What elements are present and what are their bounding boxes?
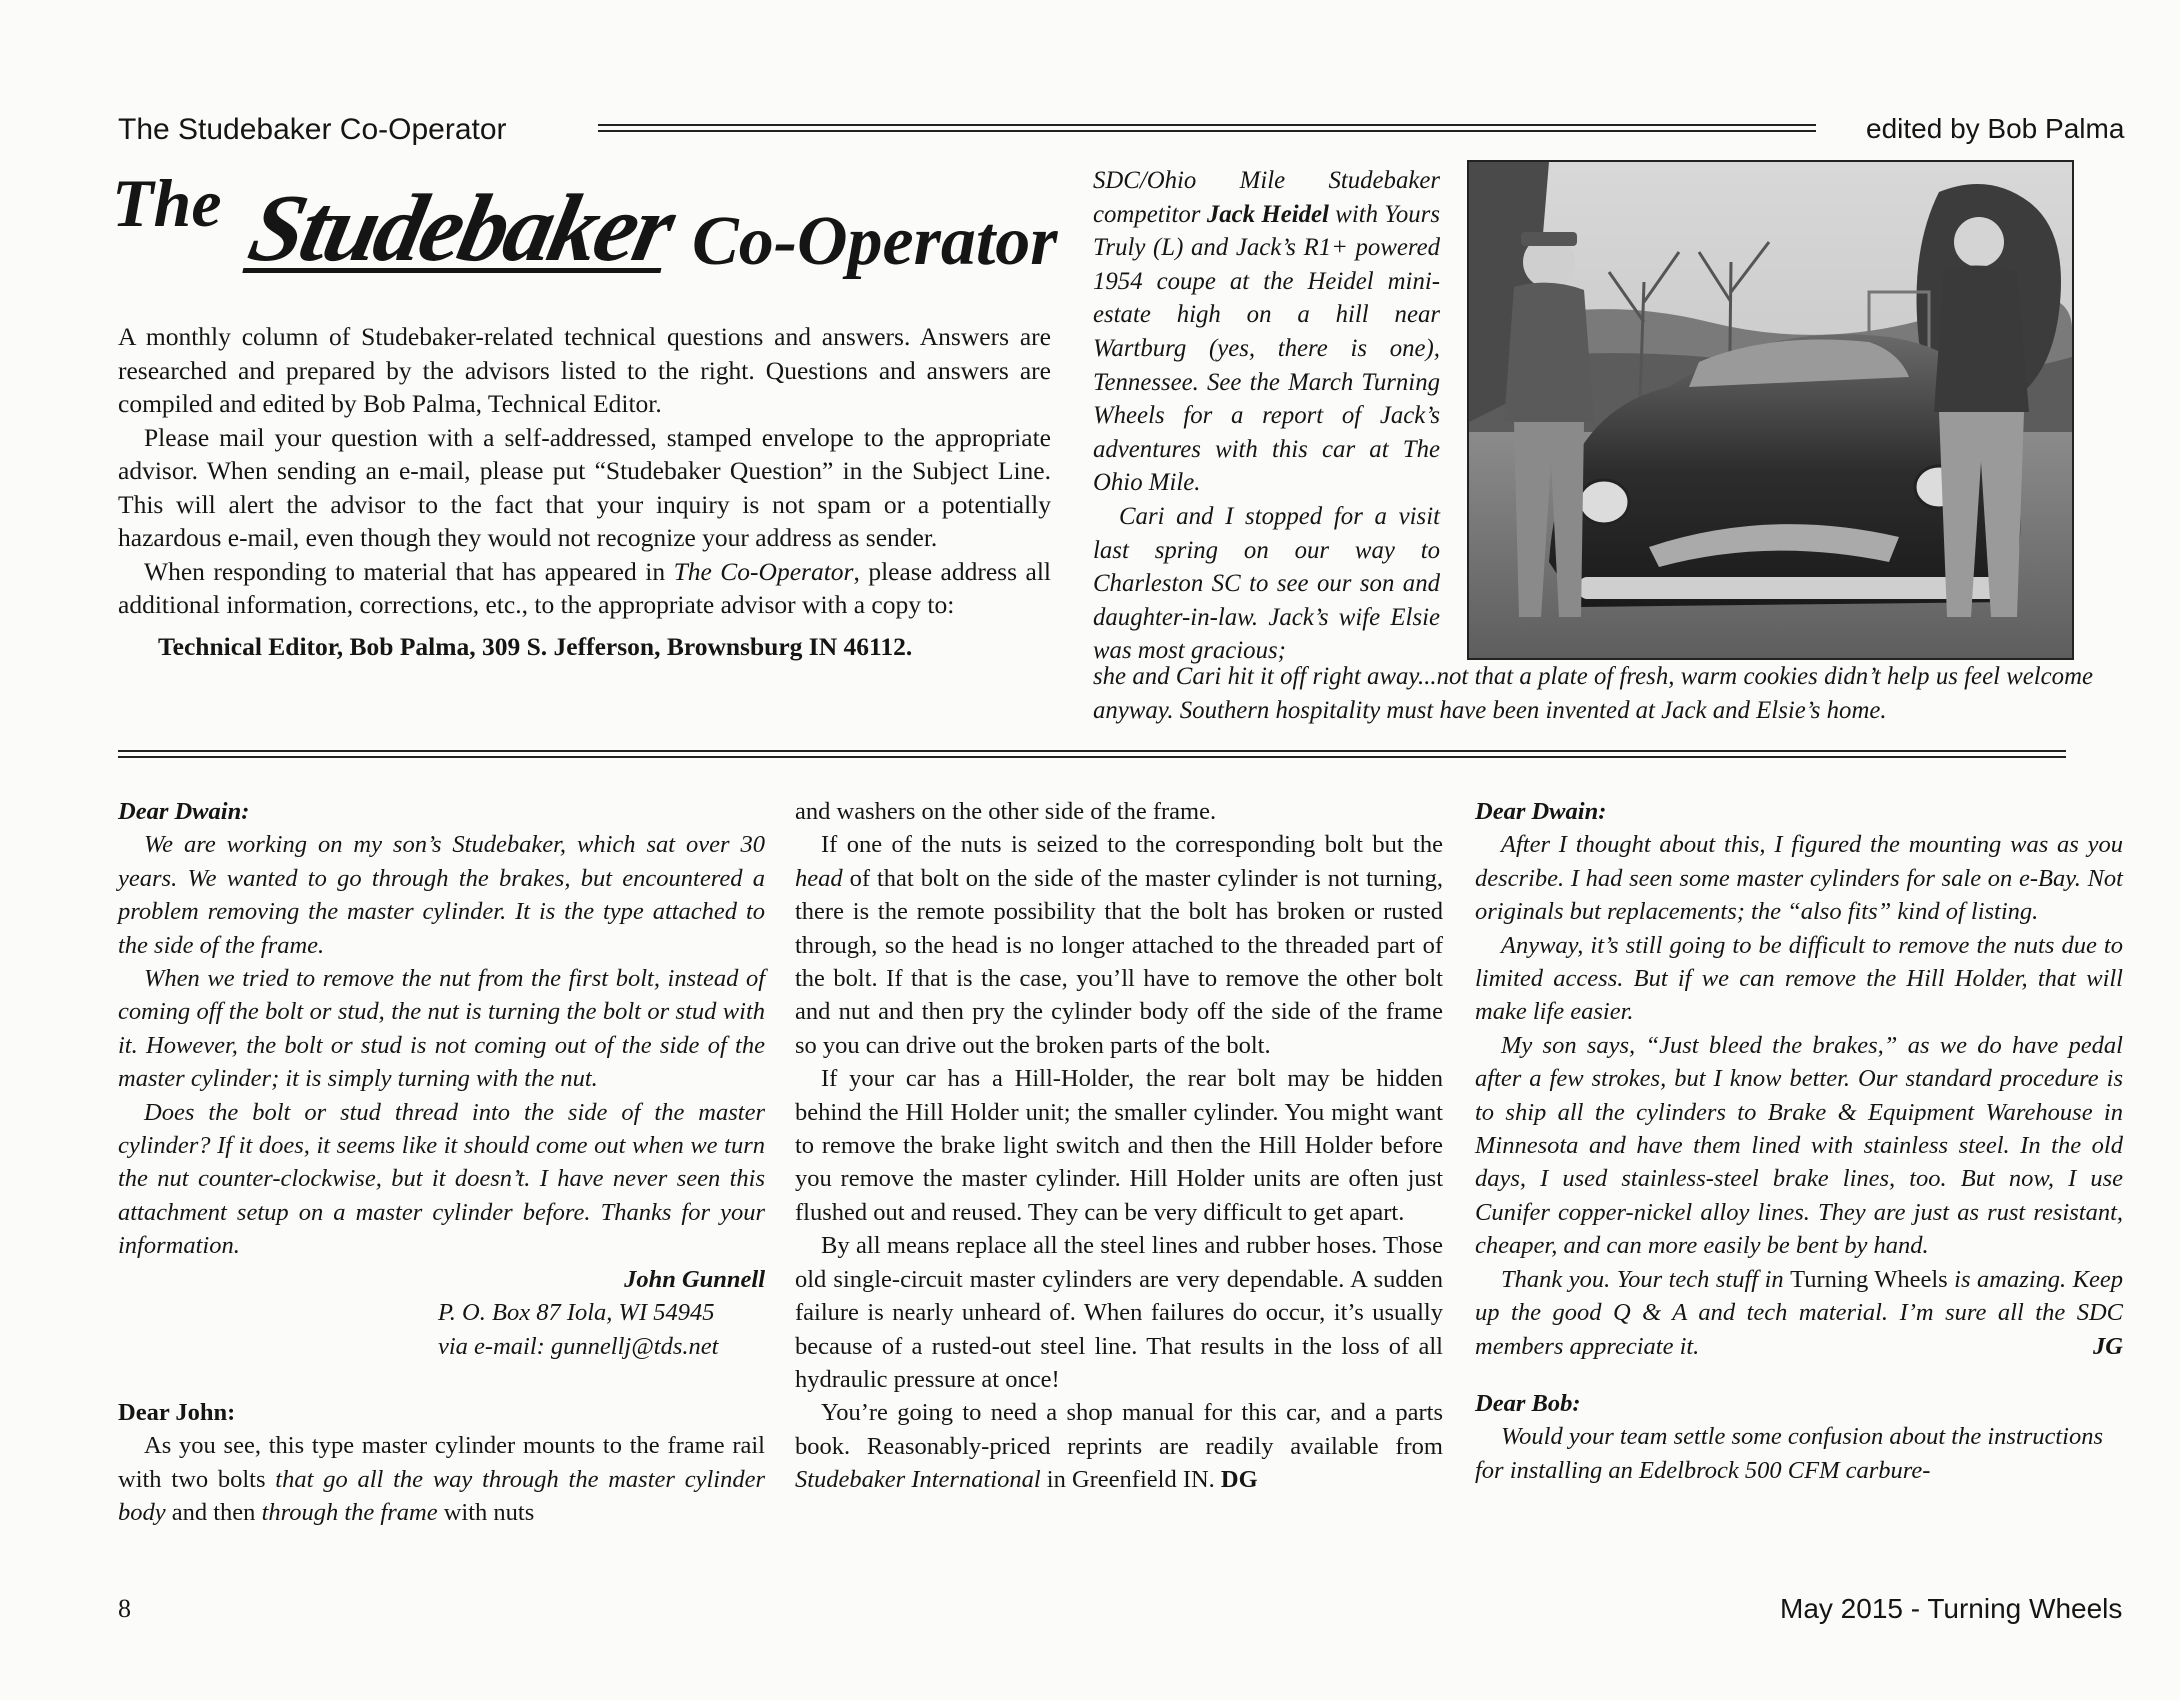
header-rule [598,124,1816,132]
reply-p4: Thank you. Your tech stuff in Turning Wheels is amazing. Keep up the good Q & A and tech material. I’m sure all the SDC members appreciate it. JG [1475,1263,2123,1363]
signature-address: P. O. Box 87 Iola, WI 54945 [438,1299,715,1327]
greeting-dear-dwain: Dear Dwain: [118,798,250,825]
question-edelbrock: Would your team settle some confusion about the instructions for installing an Edelbrock 500 CFM carbure- [1475,1423,2104,1484]
photo-illustration [1469,162,2072,658]
letter-question-p3: Does the bolt or stud thread into the side of the master cylinder? If it does, it seems like it should come out when we turn the nut counter-clockwise, but it doesn’t. I have never seen this attachment setup on a master cylinder before. Thanks for your information. [118,1098,765,1260]
intro-paragraph-2: Please mail your question with a self-addressed, stamped envelope to the appropriate advisor. When sending an e-mail, please put “Studebaker Question” in the Subject Line. This will alert the advisor to the fact that your inquiry is not spam or a potentially hazardous e-mail, even though they would not recognize your address as sender. [118,422,1051,552]
reply-p2: Anyway, it’s still going to be difficult to remove the nuts due to limited access. But if we can remove the Hill Holder, that will make life easier. [1475,931,2123,1026]
caption-part-2: Cari and I stopped for a visit last spring on our way to Charleston SC to see our son and daughter-in-law. Jack’s wife Elsie was most gracious; [1093,502,1440,665]
intro-paragraph-1: A monthly column of Studebaker-related technical questions and answers. Answers are researched and prepared by the advisors listed to the right. Questions and answers are compiled and edited by Bob Palma, Technical Editor. [118,322,1051,418]
editor-address: Technical Editor, Bob Palma, 309 S. Jefferson, Brownsburg IN 46112. [158,631,913,661]
answer-p4: If your car has a Hill-Holder, the rear bolt may be hidden behind the Hill Holder unit; the smaller cylinder. You might want to remove the brake light switch and then the Hill Holder before you remove the master cylinder. Hill Holder units are often just flushed out and reused. They can be very difficult to get apart. [795,1065,1443,1226]
initials-jg: JG [2093,1332,2123,1360]
section-divider-rule [118,750,2066,758]
signature-email: via e-mail: gunnellj@tds.net [438,1332,719,1360]
letter-question-p2: When we tried to remove the nut from the first bolt, instead of coming off the bolt or stud, the nut is turning the bolt or stud with it. However, the bolt or stud is not coming out of the side of the master cylinder; it is simply turning with the nut. [118,965,765,1093]
intro-text [118,320,1051,663]
answer-p3: If one of the nuts is seized to the corresponding bolt but the head of that bolt on the side of the master cylinder is not turning, there is the remote possibility that the bolt has broken or rusted through, so the head is no longer attached to the threaded part of the bolt. If that is the case, you’ll have to remove the other bolt and nut and then pry the cylinder body off the side of the frame so you can drive out the broken parts of the bolt. [795,831,1443,1059]
greeting-dear-dwain-2: Dear Dwain: [1475,798,1607,825]
letter-column-2 [795,795,1443,1497]
letter-column-1 [118,795,765,1530]
issue-footer: May 2015 - Turning Wheels [1780,1593,2123,1624]
answer-p1: As you see, this type master cylinder mounts to the frame rail with two bolts that go all the way through the master cylinder body and then through the frame with nuts [118,1432,765,1527]
photo-caption [1093,164,1440,668]
greeting-dear-bob: Dear Bob: [1475,1389,1581,1417]
editor-credit: edited by Bob Palma [1866,113,2125,144]
masthead-the: The [112,165,222,241]
letter-question-p1: We are working on my son’s Studebaker, which sat over 30 years. We wanted to go through the brakes, but encountered a problem removing the master cylinder. It is the type attached to the side of the frame. [118,831,765,959]
advisor-initials-dg: DG [1220,1466,1258,1494]
letter-column-3 [1475,795,2123,1487]
answer-p2: and washers on the other side of the frame. [795,798,1217,825]
signature-name: John Gunnell [624,1265,765,1293]
intro-paragraph-3: When responding to material that has appeared in The Co-Operator, please address all additional information, corrections, etc., to the appropriate advisor with a copy to: [118,556,1051,619]
greeting-dear-john: Dear John: [118,1398,236,1426]
caption-part-3: she and Cari hit it off right away...not that a plate of fresh, warm cookies didn’t help us feel welcome anyway. Southern hospitality must have been invented at Jack and Elsie’s home. [1093,663,2093,724]
answer-p5: By all means replace all the steel lines and rubber hoses. Those old single-circuit master cylinders are very dependable. A sudden failure is nearly unheard of. When failures do occur, it’s usually because of a rusted-out steel line. That results in the loss of all hydraulic pressure at once! [795,1232,1443,1393]
masthead-co-operator: Co-Operator [692,203,1058,280]
photo-jack-heidel-1954-coupe [1467,160,2074,660]
reply-p3: My son says, “Just bleed the brakes,” as we do have pedal after a few strokes, but I know better. Our standard procedure is to ship all the cylinders to Brake & Equipment Warehouse in Minnesota and have them lined with stainless steel. In the old days, I used stainless-steel brake lines, too. But now, I use Cunifer copper-nickel alloy lines. They are just as rust resistant, cheaper, and can more easily be bent by hand. [1475,1031,2123,1260]
page-number: 8 [118,1594,131,1623]
answer-p6: You’re going to need a shop manual for this car, and a parts book. Reasonably-priced reprints are readily available from Studebaker International in Greenfield IN. DG [795,1399,1443,1494]
photo-caption-continued [1093,660,2093,728]
running-header-title: The Studebaker Co-Operator [118,113,507,146]
caption-part-1: SDC/Ohio Mile Studebaker competitor Jack Heidel with Yours Truly (L) and Jack’s R1+ powered 1954 coupe at the Heidel mini-estate high on a hill near Wartburg (yes, there is one), Tennessee. See the March Turning Wheels for a report of Jack’s adventures with this car at The Ohio Mile. [1093,167,1440,497]
studebaker-script-logo: Studebaker [240,174,682,281]
masthead [112,164,1092,314]
reply-p1: After I thought about this, I figured the mounting was as you describe. I had seen some master cylinders for sale on e-Bay. Not originals but replacements; the “also fits” kind of listing. [1475,831,2123,926]
